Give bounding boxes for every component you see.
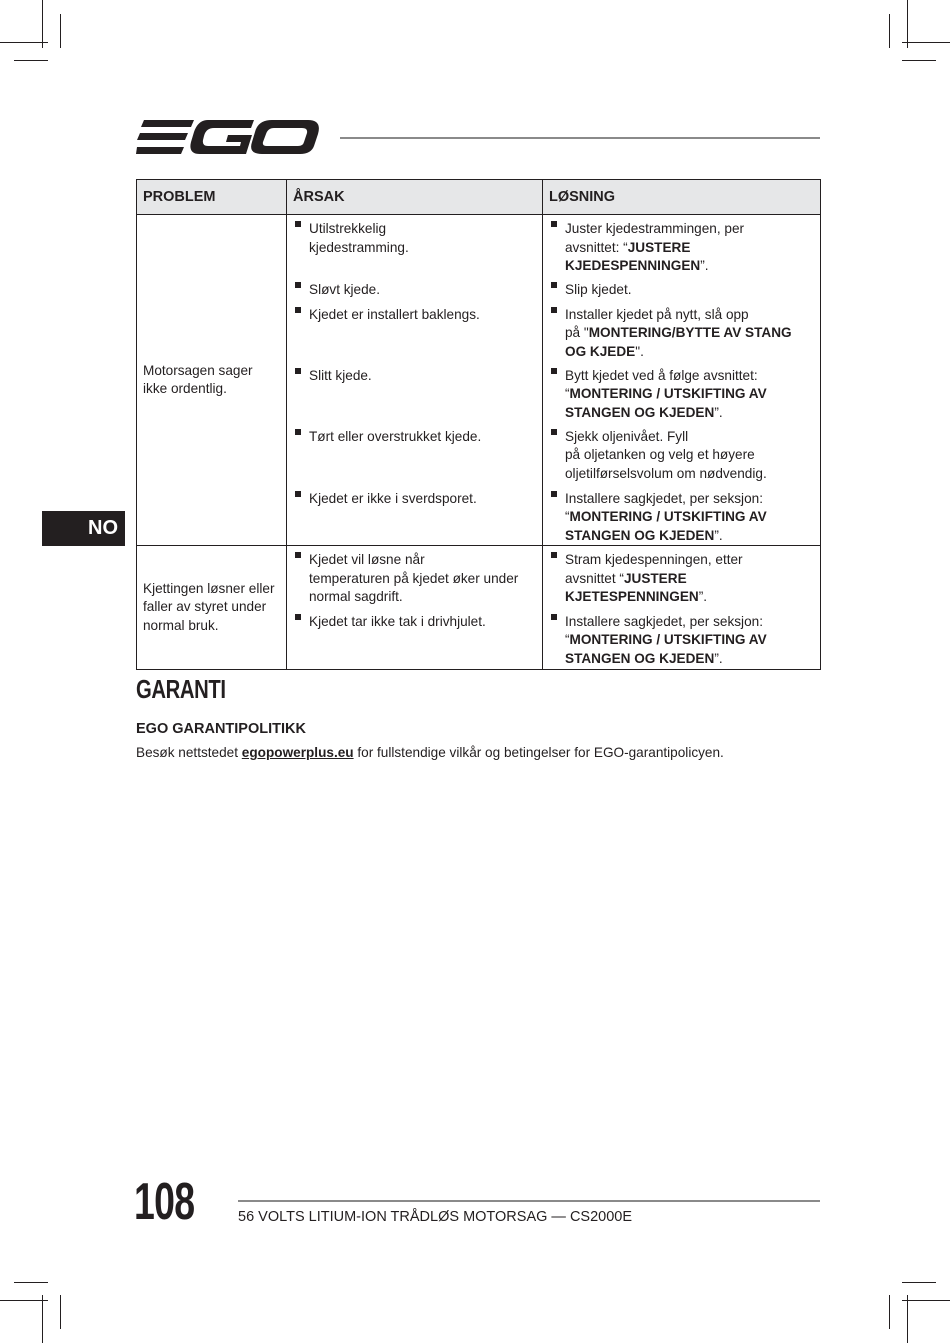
- solution-reference: MONTERING / UTSKIFTING AV STANGEN OG KJEDEN: [565, 509, 767, 543]
- solution-text: Installer kjedet på nytt, slå opp: [565, 306, 749, 322]
- solution-item: [543, 608, 820, 669]
- solution-cell: [543, 423, 821, 485]
- solution-text: “: [565, 386, 570, 401]
- solution-text: ”.: [714, 650, 723, 666]
- cause-item: [287, 423, 542, 447]
- language-tab: NO: [42, 511, 125, 546]
- header-cause: ÅRSAK: [287, 180, 543, 215]
- header-problem: PROBLEM: [137, 180, 287, 215]
- header-solution: LØSNING: [543, 180, 821, 215]
- solution-text: “: [565, 509, 570, 524]
- cause-line: Tørt eller overstrukket kjede.: [309, 428, 482, 444]
- solution-item: [543, 301, 820, 362]
- solution-text: Sjekk oljenivået. Fyll: [565, 428, 689, 444]
- cause-line: Sløvt kjede.: [309, 281, 381, 297]
- solution-text: Juster kjedestrammingen, per: [565, 221, 745, 236]
- solution-text: ".: [635, 343, 644, 359]
- cause-item: [287, 301, 542, 325]
- crop-mark: [907, 0, 908, 48]
- header-rule: [340, 137, 820, 139]
- solution-text: “: [565, 632, 570, 647]
- crop-mark: [14, 60, 48, 61]
- solution-item: [543, 423, 820, 484]
- page-number: 108: [134, 1173, 195, 1231]
- cause-item: [287, 362, 542, 386]
- solution-reference: MONTERING / UTSKIFTING AV STANGEN OG KJEDEN: [565, 386, 767, 420]
- cause-cell: [287, 276, 543, 301]
- ego-logo: [136, 116, 322, 158]
- cause-line: temperaturen på kjedet øker under: [309, 570, 519, 586]
- cause-item: [287, 215, 542, 257]
- cause-line: kjedestramming.: [309, 239, 409, 255]
- crop-mark: [0, 1300, 48, 1301]
- table-row: [137, 546, 821, 608]
- solution-item: [543, 546, 820, 607]
- cause-cell: [287, 362, 543, 423]
- solution-cell: [543, 301, 821, 362]
- solution-text: avsnittet “: [565, 570, 624, 586]
- cause-cell: [287, 546, 543, 608]
- problem-cell: Kjettingen løsner eller faller av styret under normal bruk.: [137, 546, 287, 670]
- solution-item: [543, 362, 820, 423]
- cause-line: Kjedet er ikke i sverdsporet.: [309, 490, 477, 506]
- cause-cell: [287, 608, 543, 670]
- solution-text: ”.: [700, 258, 709, 273]
- crop-mark: [902, 42, 950, 43]
- solution-item: [543, 485, 820, 546]
- cause-cell: [287, 215, 543, 276]
- solution-item: [543, 276, 820, 300]
- solution-item: [543, 215, 820, 276]
- crop-mark: [889, 1295, 890, 1329]
- cause-line: Slitt kjede.: [309, 367, 372, 383]
- solution-text: Installere sagkjedet, per seksjon:: [565, 490, 763, 506]
- solution-reference: JUSTERE KJETESPENNINGEN: [565, 570, 699, 604]
- cause-line: Utilstrekkelig: [309, 221, 387, 236]
- solution-cell: [543, 215, 821, 276]
- solution-text: avsnittet: “: [565, 239, 628, 255]
- solution-reference: JUSTERE KJEDESPENNINGEN: [565, 239, 701, 273]
- crop-mark: [42, 0, 43, 48]
- table-row: [137, 215, 821, 276]
- cause-item: [287, 608, 542, 632]
- solution-cell: [543, 276, 821, 301]
- crop-mark: [60, 1295, 61, 1329]
- cause-item: [287, 276, 542, 300]
- solution-text: ”.: [714, 404, 723, 420]
- crop-mark: [907, 1295, 908, 1343]
- cause-item: [287, 546, 542, 607]
- crop-mark: [902, 1300, 950, 1301]
- warranty-text-after: for fullstendige vilkår og betingelser for EGO-garantipolicyen.: [353, 745, 724, 760]
- cause-item: [287, 485, 542, 509]
- cause-line: Kjedet er installert baklengs.: [309, 306, 480, 322]
- warranty-text: [136, 745, 724, 760]
- crop-mark: [14, 1282, 48, 1283]
- warranty-text-before: Besøk nettstedet: [136, 745, 242, 760]
- solution-cell: [543, 485, 821, 546]
- cause-line: normal sagdrift.: [309, 589, 403, 604]
- solution-text: ”.: [698, 589, 708, 604]
- problem-cell: Motorsagen sager ikke ordentlig.: [137, 215, 287, 546]
- footer-title: 56 VOLTS LITIUM-ION TRÅDLØS MOTORSAG — CS2000E: [238, 1209, 633, 1225]
- solution-cell: [543, 546, 821, 608]
- solution-text: Slip kjedet.: [565, 281, 632, 297]
- crop-mark: [42, 1295, 43, 1343]
- cause-cell: [287, 301, 543, 362]
- crop-mark: [0, 42, 48, 43]
- warranty-title: GARANTI: [136, 674, 226, 704]
- cause-line: Kjedet tar ikke tak i drivhjulet.: [309, 613, 486, 629]
- solution-reference: MONTERING / UTSKIFTING AV STANGEN OG KJEDEN: [565, 632, 767, 666]
- crop-mark: [889, 14, 890, 48]
- solution-text: Stram kjedespenningen, etter: [565, 552, 743, 567]
- warranty-subtitle: EGO GARANTIPOLITIKK: [136, 721, 306, 737]
- solution-cell: [543, 608, 821, 670]
- solution-text: ”.: [714, 527, 723, 543]
- cause-cell: [287, 485, 543, 546]
- footer-rule: [238, 1200, 820, 1202]
- solution-text: Bytt kjedet ved å følge avsnittet:: [565, 367, 758, 383]
- crop-mark: [60, 14, 61, 48]
- solution-text: oljetilførselsvolum om nødvendig.: [565, 465, 767, 481]
- cause-cell: [287, 423, 543, 485]
- solution-text: på ": [565, 325, 589, 340]
- cause-line: Kjedet vil løsne når: [309, 552, 425, 567]
- solution-text: på oljetanken og velg et høyere: [565, 447, 755, 462]
- solution-text: Installere sagkjedet, per seksjon:: [565, 613, 763, 629]
- warranty-link[interactable]: egopowerplus.eu: [241, 745, 354, 760]
- crop-mark: [902, 60, 936, 61]
- troubleshooting-table: [136, 179, 821, 670]
- crop-mark: [902, 1282, 936, 1283]
- solution-cell: [543, 362, 821, 423]
- table-header-row: [137, 180, 821, 215]
- solution-reference: MONTERING/BYTTE AV STANG OG KJEDE: [565, 325, 792, 359]
